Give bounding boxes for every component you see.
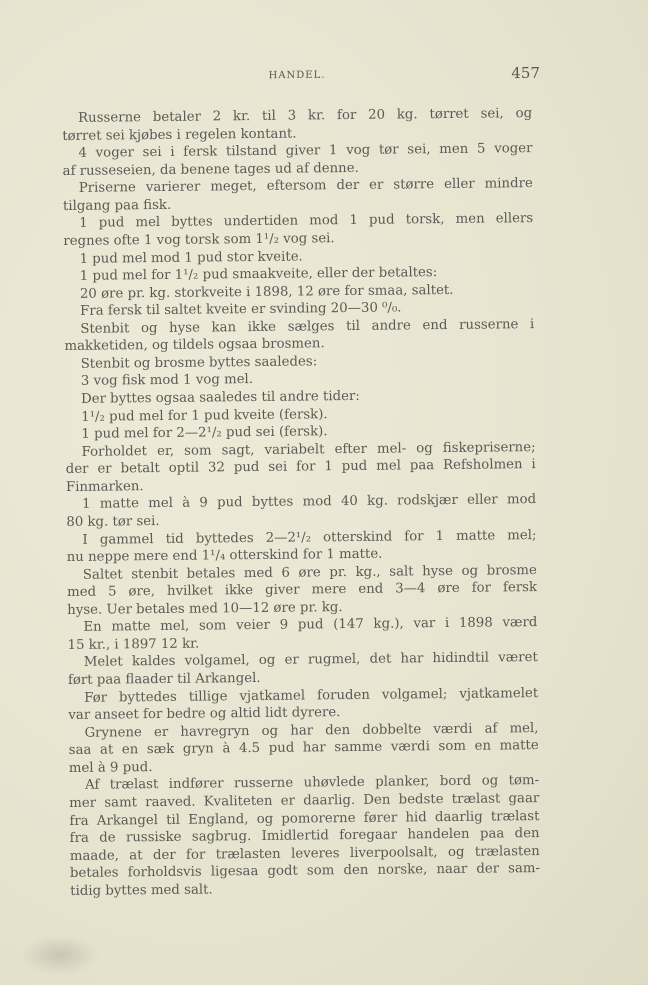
text-line: af russeseien, da benene tages ud af denne. <box>62 160 359 179</box>
page-header <box>62 63 541 88</box>
text-line: 1 pud mel for 2—2¹/₂ pud sei (fersk). <box>81 424 328 442</box>
text-line: Finmarken. <box>65 478 144 495</box>
text-line: 20 øre pr. kg. storkveite i 1898, 12 øre for smaa, saltet. <box>79 282 454 302</box>
text-line: fra de russiske sagbrug. Imidlertid foregaar handelen paa den <box>69 826 540 847</box>
text-line: makketiden, og tildels ogsaa brosmen. <box>64 336 325 355</box>
paragraph <box>68 685 538 725</box>
paragraph <box>62 140 532 180</box>
text-line: Grynene er havregryn og har den dobbelte værdi af mel, <box>84 720 539 741</box>
page-number: 457 <box>511 63 541 83</box>
text-line: fra Arkangel til England, og pomorerne fører hid daarlig trælast <box>69 808 540 829</box>
body-text <box>62 105 540 900</box>
text-line: 15 kr., i 1897 12 kr. <box>67 636 200 653</box>
text-line: I gammel tid byttedes 2—2¹/₂ otterskind for 1 matte mel; <box>82 527 537 548</box>
paragraph <box>63 210 533 250</box>
paragraph <box>65 439 536 497</box>
text-line: 1 matte mel à 9 pud byttes mod 40 kg. rodskjær eller mod <box>82 492 537 513</box>
paragraph <box>64 316 534 356</box>
paragraph <box>68 720 539 778</box>
paragraph <box>66 491 536 531</box>
running-title: HANDEL. <box>268 69 326 82</box>
text-line: regnes ofte 1 vog torsk som 1¹/₂ vog sei. <box>63 231 335 249</box>
paragraph <box>67 562 538 620</box>
text-line: maade, at der for trælasten leveres liverpoolsalt, og trælasten <box>69 843 540 864</box>
text-line: Stenbit og hyse kan ikke sælges til andre end russerne i <box>80 316 535 337</box>
text-line: Fra fersk til saltet kveite er svinding 20—30 ⁰/₀. <box>80 300 402 320</box>
text-line: Stenbit og brosme byttes saaledes: <box>80 354 318 372</box>
text-line: betales forholdsvis ligesaa godt som den norske, naar der sam- <box>69 861 541 882</box>
text-line: 1 pud mel for 1¹/₂ pud smaakveite, eller der betaltes: <box>79 265 438 284</box>
text-line: 4 voger sei i fersk tilstand giver 1 vog tør sei, men 5 voger <box>78 141 533 161</box>
text-line: der er betalt optil 32 pud sei for 1 pud mel paa Refsholmen i <box>65 457 536 478</box>
text-line: Melet kaldes volgamel, og er rugmel, det har hidindtil været <box>83 650 538 671</box>
text-line: Af trælast indfører russerne uhøvlede planker, bord og tøm- <box>84 773 540 794</box>
paragraph <box>68 649 538 689</box>
text-line: 1 pud mel byttes undertiden mod 1 pud torsk, men ellers <box>79 211 534 232</box>
text-line: En matte mel, som veier 9 pud (147 kg.), var i 1898 værd <box>83 615 538 636</box>
text-line: ført paa flaader til Arkangel. <box>67 670 261 688</box>
text-line: 3 vog fisk mod 1 vog mel. <box>80 372 254 390</box>
text-line: Priserne varierer meget, eftersom der er større eller mindre <box>78 176 533 197</box>
text-line: nu neppe mere end 1¹/₄ otterskind for 1 matte. <box>66 546 383 566</box>
text-line: mer samt raaved. Kvaliteten er daarlig. Den bedste trælast gaar <box>69 790 540 811</box>
paragraph <box>69 772 540 900</box>
text-line: mel à 9 pud. <box>68 759 153 776</box>
text-line: 80 kg. tør sei. <box>66 513 160 530</box>
text-line: saa at en sæk gryn à 4.5 pud har samme værdi som en matte <box>68 738 539 759</box>
text-line: tørret sei kjøbes i regelen kontant. <box>62 126 297 144</box>
text-line: var anseet for bedre og altid lidt dyrere. <box>68 705 341 724</box>
text-line: 1 pud mel mod 1 pud stor kveite. <box>79 248 303 267</box>
text-line: tilgang paa fisk. <box>62 197 172 214</box>
text-line: Russerne betaler 2 kr. til 3 kr. for 20 kg. tørret sei, og <box>78 106 533 126</box>
text-line: Der byttes ogsaa saaledes til andre tider: <box>80 388 360 407</box>
text-line: hyse. Uer betales med 10—12 øre pr. kg. <box>67 599 343 618</box>
paragraph <box>66 527 536 567</box>
text-line: Før byttedes tillige vjatkamel foruden volgamel; vjatkamelet <box>84 685 539 706</box>
text-line: med 5 øre, hvilket ikke giver mere end 3—4 øre for fersk <box>66 580 538 601</box>
paragraph <box>62 105 532 145</box>
text-line: 1¹/₂ pud mel for 1 pud kveite (fersk). <box>81 406 328 425</box>
text-line: Forholdet er, som sagt, variabelt efter mel- og fiskepriserne; <box>81 439 536 460</box>
text-line: Saltet stenbit betales med 6 øre pr. kg., salt hyse og brosme <box>82 562 537 583</box>
scan-smudge <box>20 935 100 975</box>
paragraph <box>67 614 537 654</box>
paragraph <box>63 175 533 215</box>
text-line: tidig byttes med salt. <box>70 882 213 899</box>
